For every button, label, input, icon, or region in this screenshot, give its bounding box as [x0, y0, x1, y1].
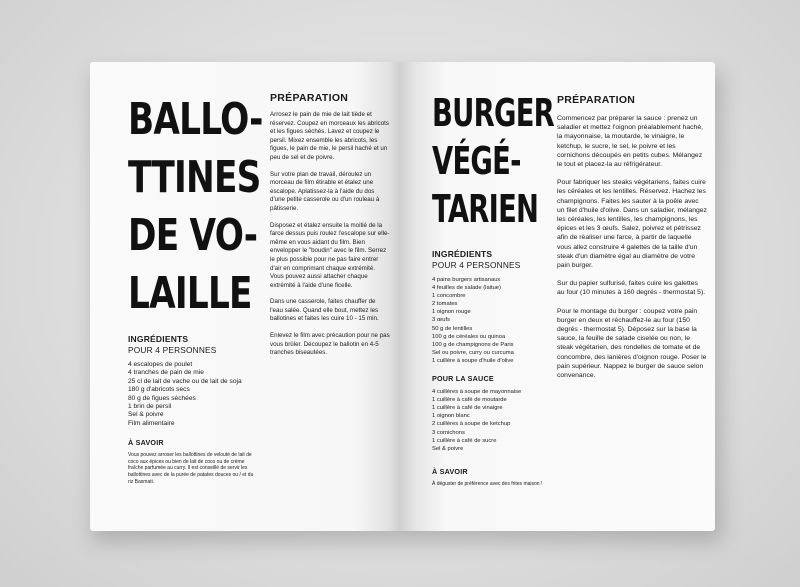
list-item: 50 g de lentilles — [432, 325, 473, 332]
preparation-section-right — [557, 94, 707, 380]
title-line: LAILLE — [128, 268, 252, 319]
list-item: 2 cuillères à soupe de ketchup — [432, 421, 511, 428]
ingredients-section-right — [432, 249, 552, 487]
list-item: 100 g de champignons de Paris — [432, 341, 514, 348]
left-page — [90, 62, 400, 531]
list-item: 1 cuillère à café de sucre — [432, 437, 497, 444]
preparation-paragraph: Pour le montage du burger : coupez votre pain burger en deux et réchauffez-le au four (150 degrés - thermostat 5). Déposez sur la base la sauce, la feuille de salade ciselée ou non, le steak végétarien, des rondelles de tomate et de concombre, des lanières d'oignon rouge. Poser le pain supérieur. Nappez le burger de sauce selon convenance. — [557, 307, 707, 380]
list-item: 4 feuilles de salade (laitue) — [432, 285, 501, 292]
list-item: 1 oignon rouge — [432, 309, 471, 316]
sauce-list — [432, 388, 552, 453]
title-line: DE VO- — [128, 210, 258, 261]
list-item: 1 concombre — [432, 293, 466, 300]
list-item: 1 oignon blanc — [432, 413, 470, 420]
savoir-text: Vous pouvez arroser les ballottines de velouté de lait de coco aux épices ou bien de lait de coco ou de crème fraîche parfumée au curry. Il est conseillé de servir les ballottines avec de la purée de patates douces ou / et du riz Basmati. — [128, 452, 254, 485]
sauce-heading: POUR LA SAUCE — [432, 374, 494, 384]
list-item: 100 g de céréales ou quinoa — [432, 333, 506, 340]
recipe-title-left — [128, 94, 263, 330]
list-item: 25 cl de lait de vache ou de lait de soja — [128, 377, 242, 385]
preparation-heading: PRÉPARATION — [270, 92, 349, 104]
list-item: 4 tranches de pain de mie — [128, 369, 204, 377]
ingredients-subheading: POUR 4 PERSONNES — [128, 345, 217, 355]
ingredients-subheading: POUR 4 PERSONNES — [432, 260, 521, 270]
list-item: 1 cuillère à soupe d'huile d'olive — [432, 357, 514, 364]
list-item: 4 cuillères à soupe de mayonnaise — [432, 389, 522, 396]
preparation-heading: PRÉPARATION — [557, 94, 636, 106]
preparation-paragraph: Dans une casserole, faites chauffer de l'eau salée. Quand elle bout, mettez les ballotines et faites les cuire 10 - 15 min. — [270, 298, 379, 323]
ingredients-list — [432, 276, 552, 365]
list-item: 3 cornichons — [432, 429, 465, 436]
preparation-section-left — [270, 92, 390, 358]
preparation-paragraph: Pour fabriquer les steaks végétariens, faites cuire les céréales et les lentilles. Réservez. Hachez les champignons. Faites les sauter à la poêle avec un filet d'huile d'olive. Dans un saladier, mélangez les céréales, les lentilles, les champignons, les épices et les 3 œufs. Salez, poivrez et pétrissez afin de réaliser une farce, à partir de laquelle vous allez construire 4 galettes de la taille d'un steak d'un diamètre égal au diamètre de votre pain burger. — [557, 179, 707, 270]
preparation-paragraph: Arrosez le pain de mie de lait tiède et réservez. Coupez en morceaux les abricots et les figues séchés. Lavez et coupez le persil. Mixez ensemble les abricots, les figues, le pain de mie, le persil haché et un peu de sel et de poivre. — [270, 111, 389, 161]
recipe-title-right — [432, 91, 555, 238]
list-item: 4 escalopes de poulet — [128, 361, 193, 368]
preparation-paragraph: Enlevez le film avec précaution pour ne pas vous brûler. Découpez le ballotin en 4-5 tranches biseautées. — [270, 332, 390, 357]
ingredients-section-left — [128, 334, 260, 485]
list-item: 1 brin de persil — [128, 403, 172, 411]
title-line: TARIEN — [432, 187, 539, 231]
list-item: Sel & poivre — [432, 445, 464, 452]
title-line: VÉGÉ- — [432, 139, 521, 183]
list-item: 1 cuillère à café de moutarde — [432, 397, 507, 404]
title-line: BALLO- — [128, 94, 263, 145]
list-item: Sel & poivre — [128, 411, 164, 419]
savoir-heading: À SAVOIR — [128, 438, 164, 448]
list-item: 1 cuillère à café de vinaigre — [432, 405, 503, 412]
preparation-paragraph: Disposez et étalez ensuite la moitié de la farce dessus puis roulez l'escalope sur elle-même en vous aidant du film. Bien envelopper le "boudin" avec le film. Serrez le plus possible pour ne pas faire entrer d'air en comprimant chaque extrémité. Vous pouvez aussi attacher chaque extrémité à l'aide d'une ficelle. — [270, 221, 390, 289]
preparation-paragraph: Sur votre plan de travail, déroulez un morceau de film étirable et étalez une escalope. Aplatissez-la à l'aide du dos d'une petite casserole ou d'un rouleau à pâtisserie. — [270, 170, 380, 212]
right-page — [400, 62, 715, 531]
list-item: 4 pains burgers artisanaux — [432, 277, 501, 283]
savoir-text: À déguster de préférence avec des frites maison ! — [432, 480, 543, 487]
preparation-paragraph: Sur du papier sulfurisé, faites cuire les galettes au four (10 minutes à 160 degrés - thermostat 5). — [557, 280, 706, 297]
ingredients-heading: INGRÉDIENTS — [128, 334, 189, 344]
list-item: 80 g de figues séchées — [128, 394, 196, 402]
savoir-heading: À SAVOIR — [432, 466, 468, 476]
ingredients-list — [128, 361, 260, 428]
preparation-paragraph: Commencez par préparer la sauce : prenez un saladier et mettez l'oignon préalablement haché, la mayonnaise, la moutarde, le vinaigre, le ketchup, le sucre, le sel, le poivre et les cornichons découpés en petits cubes. Mélangez le tout et placez-la au réfrigérateur. — [557, 115, 704, 169]
list-item: 180 g d'abricots secs — [128, 386, 190, 394]
title-line: TTINES — [128, 152, 261, 203]
title-line: BURGER — [432, 91, 555, 135]
list-item: 3 œufs — [432, 317, 451, 324]
ingredients-heading: INGRÉDIENTS — [432, 249, 493, 259]
list-item: 2 tomates — [432, 301, 458, 308]
list-item: Film alimentaire — [128, 419, 175, 427]
list-item: Sel ou poivre, curry ou curcuma — [432, 349, 514, 356]
